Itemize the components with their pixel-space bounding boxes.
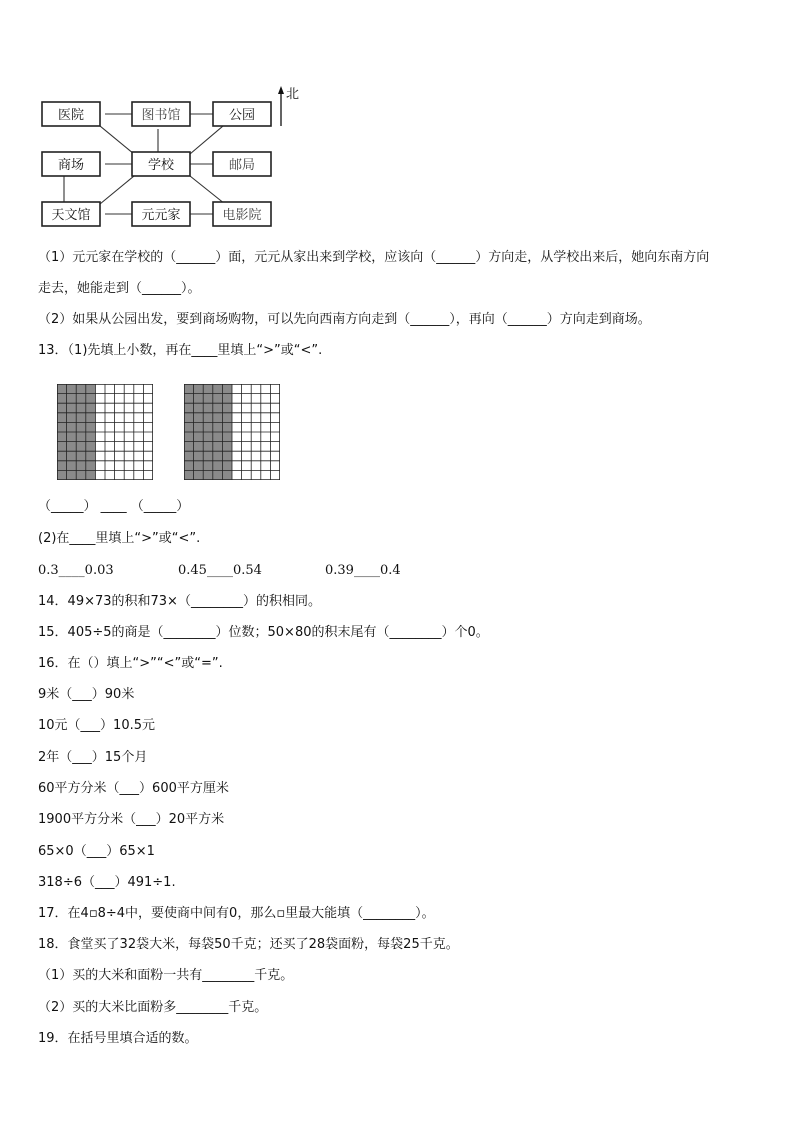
shaded-cell (76, 403, 86, 413)
shaded-cell (194, 461, 204, 471)
shaded-cell (213, 403, 223, 413)
shaded-cell (76, 413, 86, 423)
q14: 14．49×73的积和73×（________）的积相同。 (38, 594, 321, 609)
shaded-cell (76, 432, 86, 442)
shaded-cell (86, 384, 96, 394)
shaded-cell (184, 403, 194, 413)
edge-park-school (190, 126, 223, 154)
shaded-cell (67, 442, 77, 452)
shaded-cell (222, 422, 232, 432)
shaded-cell (222, 442, 232, 452)
q13-compare-3: 0.39____0.4 (325, 563, 401, 578)
hundred-grid-right (184, 384, 280, 480)
q15: 15．405÷5的商是（________）位数；50×80的积末尾有（________）个0。 (38, 625, 489, 640)
shaded-cell (222, 432, 232, 442)
node-school-label: 学校 (147, 158, 175, 173)
shaded-cell (86, 394, 96, 404)
shaded-cell (57, 451, 67, 461)
north-arrowhead-icon (278, 86, 284, 94)
shaded-cell (76, 461, 86, 471)
shaded-cell (67, 384, 77, 394)
shaded-cell (67, 461, 77, 471)
shaded-cell (222, 394, 232, 404)
q16-item-3: 2年（___）15个月 (38, 750, 148, 765)
q13-answer-row: （_____） ____ （_____） (38, 499, 190, 514)
shaded-cell (184, 432, 194, 442)
shaded-cell (184, 394, 194, 404)
q13-part2: (2)在____里填上“>”或“<”. (38, 531, 201, 546)
q12-line2: 走去，她能走到（______）。 (38, 281, 201, 296)
node-planetarium-label: 天文馆 (51, 208, 91, 223)
shaded-cell (194, 432, 204, 442)
q19: 19．在括号里填合适的数。 (38, 1031, 198, 1046)
shaded-cell (57, 422, 67, 432)
q17: 17．在4▫8÷4中，要使商中间有0，那么▫里最大能填（________）。 (38, 906, 435, 921)
shaded-cell (86, 403, 96, 413)
shaded-cell (86, 442, 96, 452)
shaded-cell (194, 451, 204, 461)
shaded-cell (222, 403, 232, 413)
shaded-cell (184, 413, 194, 423)
edge-hospital-school (100, 126, 134, 154)
shaded-cell (76, 470, 86, 480)
shaded-cell (213, 422, 223, 432)
shaded-cell (194, 442, 204, 452)
node-post-office-label: 邮局 (228, 158, 256, 173)
shaded-cell (203, 394, 213, 404)
q12-line3: （2）如果从公园出发，要到商场购物，可以先向西南方向走到（______），再向（______）方向走到商场。 (38, 312, 651, 327)
shaded-cell (213, 384, 223, 394)
node-library-label: 图书馆 (141, 108, 181, 123)
q16-item-7: 318÷6（___）491÷1. (38, 875, 176, 890)
hundred-grid-left (57, 384, 153, 480)
edge-planetarium-school (100, 176, 134, 204)
q13-compare-1: 0.3____0.03 (38, 563, 114, 578)
shaded-cell (67, 403, 77, 413)
shaded-cell (57, 403, 67, 413)
shaded-cell (213, 461, 223, 471)
shaded-cell (203, 432, 213, 442)
location-map (40, 84, 310, 230)
shaded-cell (67, 451, 77, 461)
shaded-cell (203, 413, 213, 423)
q16-item-6: 65×0（___）65×1 (38, 844, 155, 859)
shaded-cell (203, 470, 213, 480)
node-park-label: 公园 (228, 108, 256, 123)
shaded-cell (67, 470, 77, 480)
q13-compare-2: 0.45____0.54 (178, 563, 262, 578)
edge-cinema-school (190, 176, 225, 204)
shaded-cell (222, 384, 232, 394)
shaded-cell (184, 422, 194, 432)
shaded-cell (213, 451, 223, 461)
shaded-cell (203, 461, 213, 471)
shaded-cell (184, 470, 194, 480)
q16-title: 16．在（）填上“>”“<”或“=”. (38, 656, 223, 671)
shaded-cell (184, 384, 194, 394)
q12-line1: （1）元元家在学校的（______）面，元元从家出来到学校，应该向（______）方向走，从学校出来后，她向东南方向 (38, 250, 710, 265)
node-hospital-label: 医院 (57, 108, 85, 123)
shaded-cell (203, 422, 213, 432)
shaded-cell (57, 384, 67, 394)
shaded-cell (194, 394, 204, 404)
shaded-cell (184, 461, 194, 471)
shaded-cell (222, 413, 232, 423)
shaded-cell (213, 432, 223, 442)
shaded-cell (86, 461, 96, 471)
shaded-cell (86, 470, 96, 480)
shaded-cell (213, 394, 223, 404)
shaded-cell (67, 432, 77, 442)
shaded-cell (194, 470, 204, 480)
north-label: 北 (286, 87, 300, 102)
node-cinema-label: 电影院 (222, 208, 262, 223)
q16-item-5: 1900平方分米（___）20平方米 (38, 812, 225, 827)
node-home-label: 元元家 (141, 208, 181, 223)
shaded-cell (57, 432, 67, 442)
shaded-cell (222, 451, 232, 461)
shaded-cell (86, 413, 96, 423)
shaded-cell (76, 384, 86, 394)
shaded-cell (213, 413, 223, 423)
shaded-cell (213, 442, 223, 452)
shaded-cell (86, 432, 96, 442)
shaded-cell (222, 470, 232, 480)
shaded-cell (203, 403, 213, 413)
shaded-cell (67, 394, 77, 404)
q16-item-1: 9米（___）90米 (38, 687, 135, 702)
shaded-cell (86, 451, 96, 461)
shaded-cell (76, 451, 86, 461)
q16-item-2: 10元（___）10.5元 (38, 718, 155, 733)
shaded-cell (203, 442, 213, 452)
shaded-cell (194, 422, 204, 432)
shaded-cell (194, 413, 204, 423)
shaded-cell (222, 461, 232, 471)
shaded-cell (57, 394, 67, 404)
shaded-cell (213, 470, 223, 480)
q18-part1: （1）买的大米和面粉一共有________千克。 (38, 968, 294, 983)
shaded-cell (67, 413, 77, 423)
shaded-cell (57, 461, 67, 471)
shaded-cell (57, 413, 67, 423)
shaded-cell (203, 384, 213, 394)
shaded-cell (57, 470, 67, 480)
shaded-cell (76, 442, 86, 452)
shaded-cell (194, 384, 204, 394)
shaded-cell (203, 451, 213, 461)
q18-title: 18．食堂买了32袋大米，每袋50千克；还买了28袋面粉，每袋25千克。 (38, 937, 459, 952)
shaded-cell (184, 451, 194, 461)
q13-title: 13．（1)先填上小数，再在____里填上“>”或“<”. (38, 343, 323, 358)
q16-item-4: 60平方分米（___）600平方厘米 (38, 781, 229, 796)
node-mall-label: 商场 (57, 158, 85, 173)
shaded-cell (67, 422, 77, 432)
shaded-cell (76, 422, 86, 432)
shaded-cell (76, 394, 86, 404)
shaded-cell (184, 442, 194, 452)
q18-part2: （2）买的大米比面粉多________千克。 (38, 1000, 268, 1015)
shaded-cell (57, 442, 67, 452)
shaded-cell (194, 403, 204, 413)
shaded-cell (86, 422, 96, 432)
